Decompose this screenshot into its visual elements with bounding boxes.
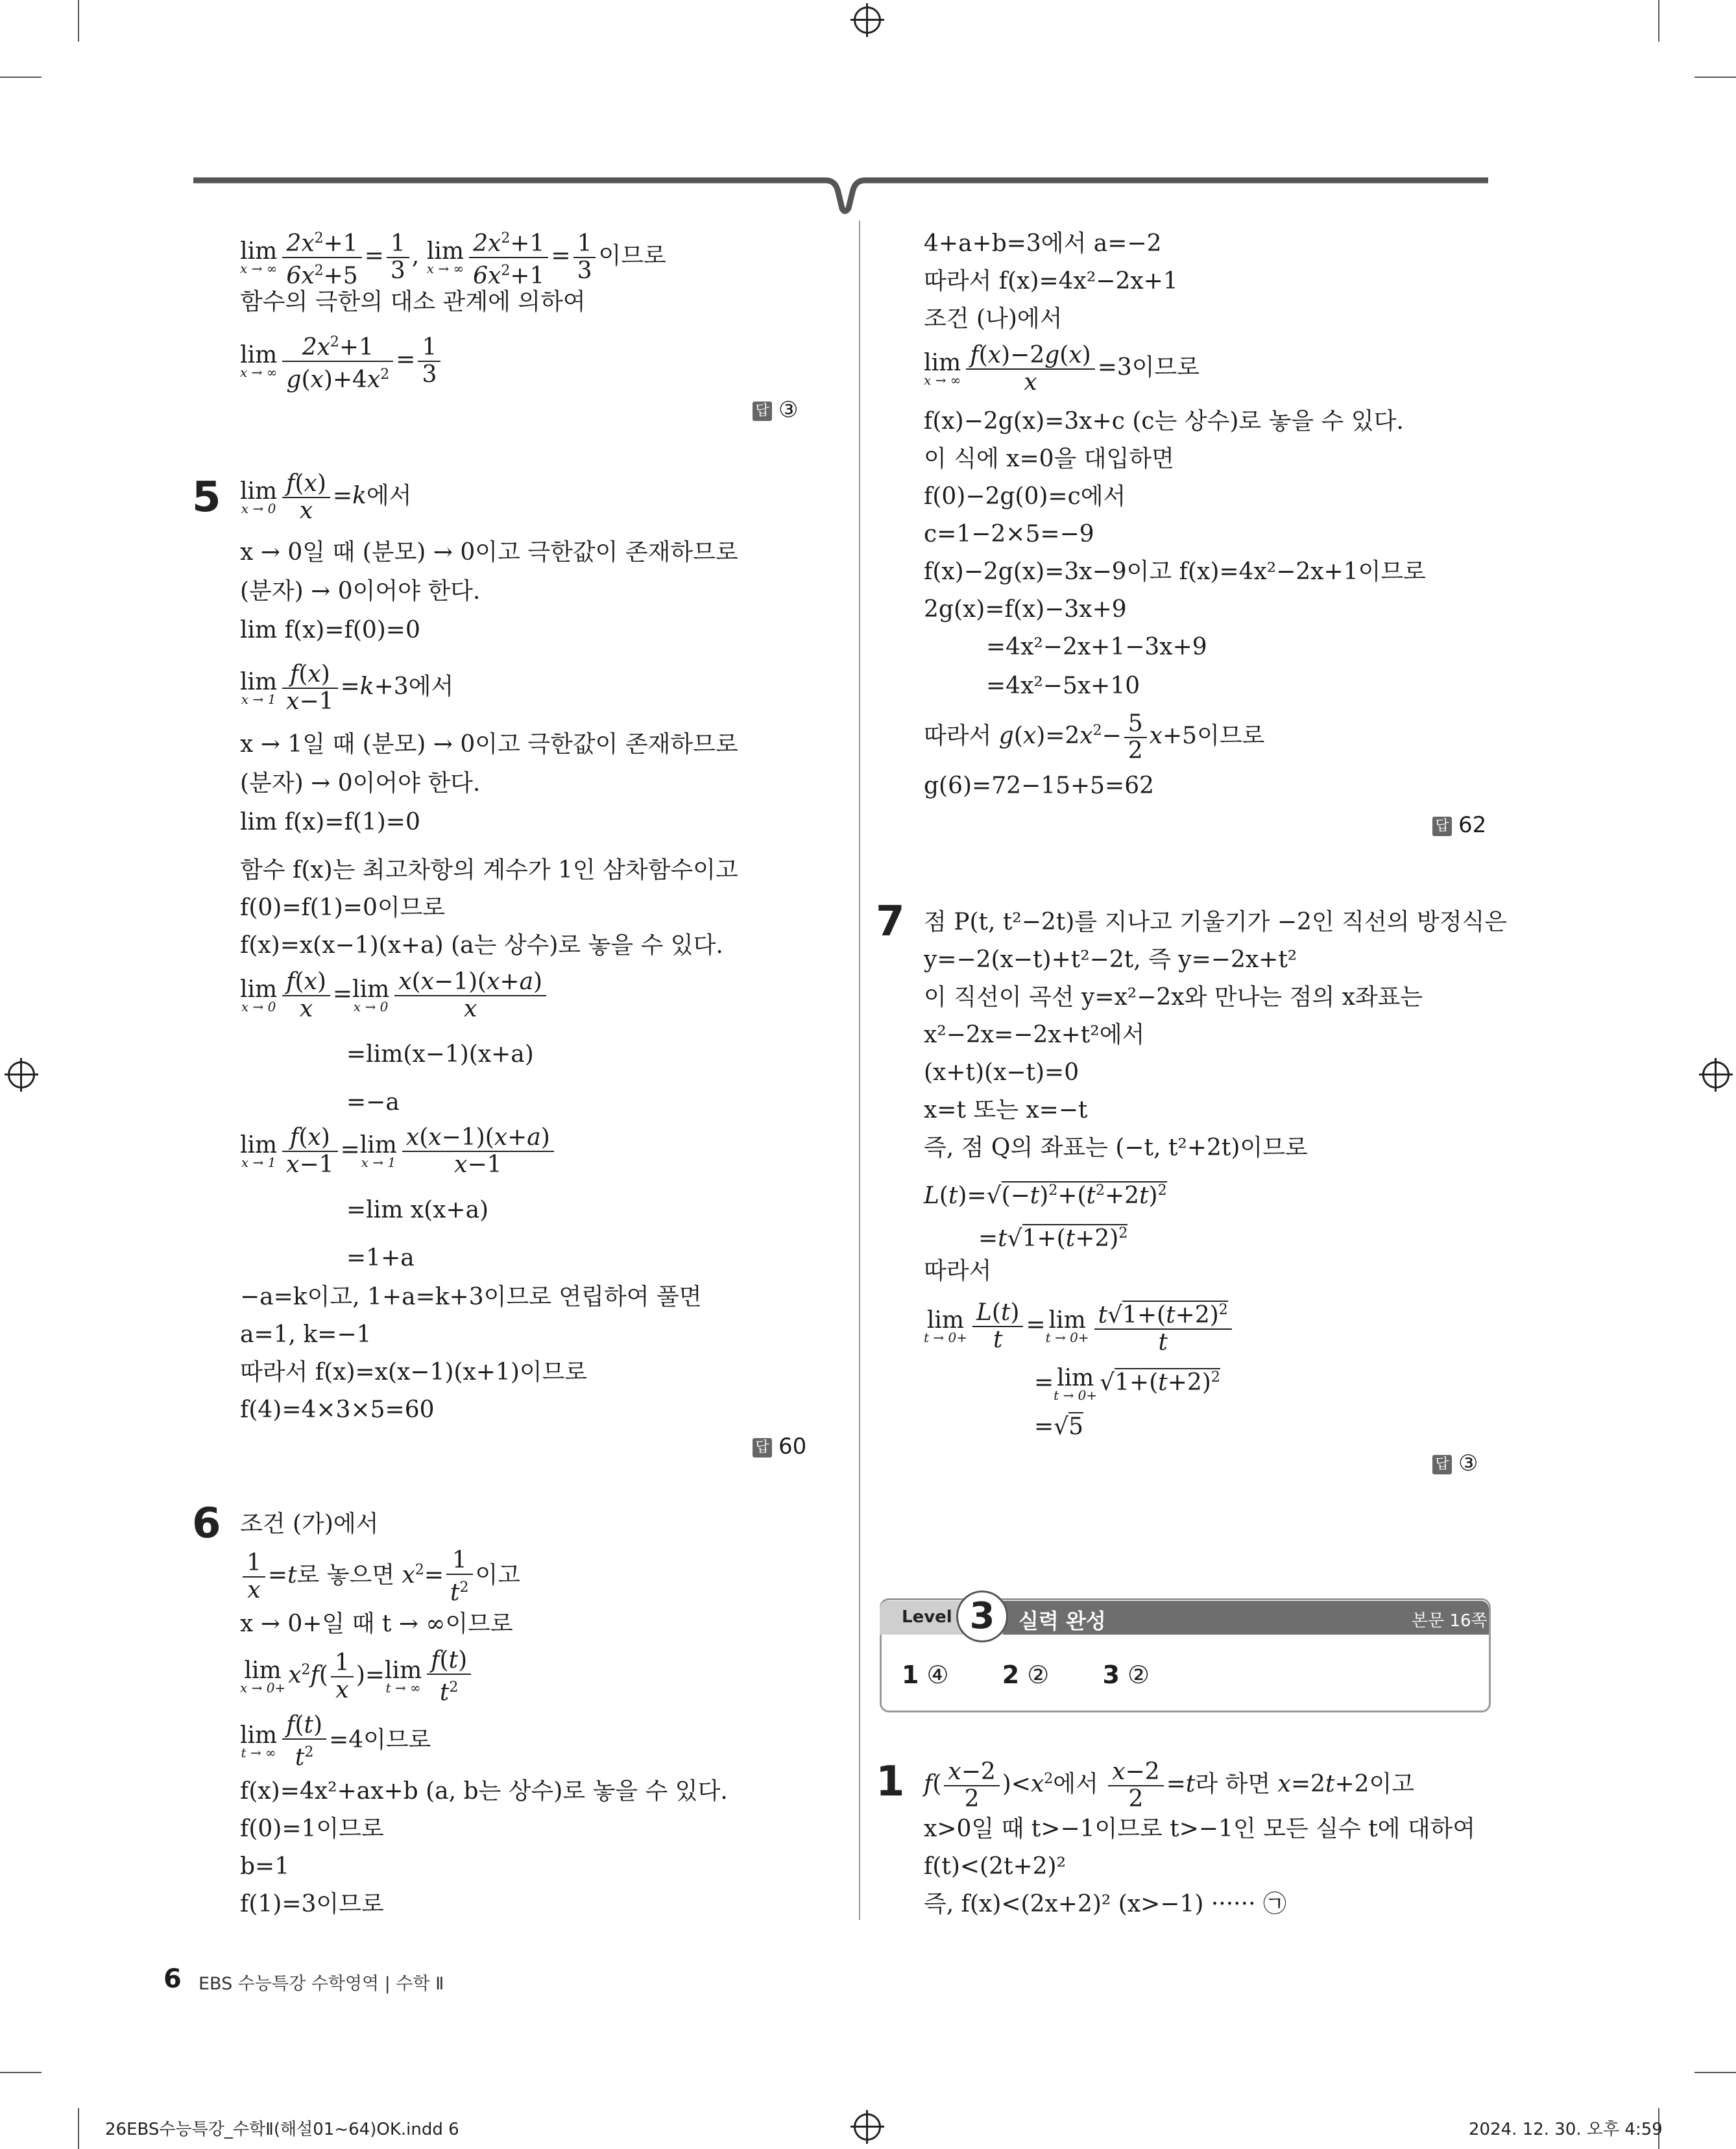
math-line: lim x → ∞ $\frac{f(x)-2g(x)}{x}$ =3이므로 xyxy=(924,342,1200,396)
text-line: b=1 xyxy=(240,1853,290,1880)
math-line: $L(t)=√(-t)^2+(t^2+2t)^2$ xyxy=(924,1183,1167,1209)
header-rule xyxy=(193,173,1488,218)
text-line: =4x²−2x+1−3x+9 xyxy=(986,634,1207,660)
text-line: y=−2(x−t)+t²−2t, 즉 y=−2x+t² xyxy=(924,946,1297,973)
text-line: (x+t)(x−t)=0 xyxy=(924,1059,1079,1086)
page-number: 6 xyxy=(163,1964,182,1994)
answer-tag: 답 ③ xyxy=(1432,1450,1478,1476)
text-line: 따라서 f(x)=4x²−2x+1 xyxy=(924,268,1178,294)
text-line: f(4)=4×3×5=60 xyxy=(240,1397,435,1423)
text-line: x → 0+일 때 t → ∞이므로 xyxy=(240,1611,513,1637)
text-line: 조건 (나)에서 xyxy=(924,306,1063,332)
text-line: f(0)−2g(0)=c에서 xyxy=(924,483,1126,510)
text-line: 함수 f(x)는 최고차항의 계수가 1인 삼차함수이고 xyxy=(240,857,738,883)
math-line: lim x → ∞ $\frac{2x^2+1}{g(x)+4x^2}$ = $\frac{1}{3}$ xyxy=(240,330,443,393)
level-answers: 1 ④ 2 ② 3 ② xyxy=(902,1661,1150,1689)
text-line: f(0)=f(1)=0이므로 xyxy=(240,894,446,921)
text-line: =lim(x−1)(x+a) xyxy=(346,1041,534,1068)
text-line: 즉, 점 Q의 좌표는 (−t, t²+2t)이므로 xyxy=(924,1135,1308,1161)
text-line: f(t)<(2t+2)² xyxy=(924,1853,1067,1880)
column-divider xyxy=(859,221,860,1920)
crop-mark xyxy=(1694,77,1736,78)
math-line: $\frac{1}{x}$ =t로 놓으면 $x^2=$ $\frac{1}{t^2}$ 이고 xyxy=(240,1548,520,1606)
math-line: $=t√1+(t+2)^2$ xyxy=(978,1225,1128,1252)
crop-mark xyxy=(1658,0,1659,42)
question-number: 6 xyxy=(192,1500,221,1548)
math-line: lim x → ∞ $\frac{2x^2+1}{6x^2+5}$ = $\frac{1}{3}$ , lim x → ∞ $\frac{2x^2+1}{6x^2+1}$ = $\frac{1}{3}$ 이므로 xyxy=(240,226,666,289)
running-footer: EBS 수능특강 수학영역 | 수학 Ⅱ xyxy=(199,1974,444,1994)
math-line: f( $\frac{x-2}{2}$ )$<x^2$에서 $\frac{x-2}{2}$ =t라 하면 x=2t+2이고 xyxy=(924,1759,1415,1812)
registration-mark-icon xyxy=(8,1061,35,1088)
level-number: 3 xyxy=(956,1591,1008,1642)
text-line: 즉, f(x)<(2x+2)² (x>−1) ······ ㉠ xyxy=(924,1891,1286,1917)
crop-mark xyxy=(0,77,42,78)
level-title: 실력 완성 xyxy=(1019,1609,1106,1633)
text-line: 따라서 f(x)=x(x−1)(x+1)이므로 xyxy=(240,1359,588,1386)
crop-mark xyxy=(78,0,79,42)
text-line: =lim x(x+a) xyxy=(346,1197,489,1223)
answer-tag: 답 62 xyxy=(1432,812,1486,838)
text-line: 함수의 극한의 대소 관계에 의하여 xyxy=(240,289,586,315)
math-line: 따라서 $g(x)=2x^2-$ $\frac{5}{2}$ x+5이므로 xyxy=(924,710,1265,764)
text-line: f(x)=x(x−1)(x+a) (a는 상수)로 놓을 수 있다. xyxy=(240,932,723,959)
text-line: =−a xyxy=(346,1089,400,1116)
text-line: f(0)=1이므로 xyxy=(240,1816,384,1842)
text-line: 점 P(t, t²−2t)를 지나고 기울기가 −2인 직선의 방정식은 xyxy=(924,909,1508,935)
text-line: a=1, k=−1 xyxy=(240,1321,372,1348)
math-line: lim x → 0 $\frac{f(x)}{x}$ =k에서 xyxy=(240,470,412,524)
text-line: x → 1일 때 (분모) → 0이고 극한값이 존재하므로 xyxy=(240,731,738,758)
text-line: f(1)=3이므로 xyxy=(240,1891,384,1917)
text-line: −a=k이고, 1+a=k+3이므로 연립하여 풀면 xyxy=(240,1284,702,1310)
registration-mark-icon xyxy=(854,6,881,34)
text-line: c=1−2×5=−9 xyxy=(924,521,1094,547)
text-line: lim f(x)=f(1)=0 xyxy=(240,809,420,835)
text-line: (분자) → 0이어야 한다. xyxy=(240,578,481,605)
answer-tag: 답 ③ xyxy=(753,397,798,423)
question-number: 1 xyxy=(876,1758,905,1806)
text-line: f(x)−2g(x)=3x−9이고 f(x)=4x²−2x+1이므로 xyxy=(924,558,1426,585)
text-line: =4x²−5x+10 xyxy=(986,673,1140,699)
text-line: x=t 또는 x=−t xyxy=(924,1097,1088,1123)
text-line: x → 0일 때 (분모) → 0이고 극한값이 존재하므로 xyxy=(240,539,738,566)
registration-mark-icon xyxy=(1702,1061,1730,1088)
slug-filename: 26EBS수능특강_수학Ⅱ(해설01~64)OK.indd 6 xyxy=(105,2120,459,2139)
text-line: g(6)=72−15+5=62 xyxy=(924,773,1155,799)
text-line: f(x)=4x²+ax+b (a, b는 상수)로 놓을 수 있다. xyxy=(240,1778,728,1805)
math-line: lim x → 1 $\frac{f(x)}{x-1}$ = lim x → 1 $\frac{x(x-1)(x+a)}{x-1}$ xyxy=(240,1125,557,1178)
crop-mark xyxy=(0,2072,42,2073)
text-line: =1+a xyxy=(346,1245,415,1271)
text-line: 이 직선이 곡선 y=x²−2x와 만나는 점의 x좌표는 xyxy=(924,984,1423,1011)
math-line: lim x → 0 $\frac{f(x)}{x}$ = lim x → 0 $\frac{x(x-1)(x+a)}{x}$ xyxy=(240,969,549,1022)
answer-tag: 답 60 xyxy=(753,1434,806,1459)
math-line: = lim t → 0+ $√1+(t+2)^2$ xyxy=(1034,1365,1220,1403)
text-line: 4+a+b=3에서 a=−2 xyxy=(924,230,1162,257)
text-line: (분자) → 0이어야 한다. xyxy=(240,770,481,797)
level-label: Level xyxy=(902,1607,952,1627)
math-line: lim x → 0+ $x^2f$( $\frac{1}{x}$ )= lim t → ∞ $\frac{f(t)}{t^2}$ xyxy=(240,1648,474,1706)
text-line: x²−2x=−2x+t²에서 xyxy=(924,1022,1145,1048)
text-line: 2g(x)=f(x)−3x+9 xyxy=(924,596,1127,623)
level-reference: 본문 16쪽 xyxy=(1412,1611,1488,1631)
text-line: lim f(x)=f(0)=0 xyxy=(240,617,420,643)
text-line: 이 식에 x=0을 대입하면 xyxy=(924,446,1174,472)
crop-mark xyxy=(1694,2072,1736,2073)
math-line: lim t → ∞ $\frac{f(t)}{t^2}$ =4이므로 xyxy=(240,1712,431,1771)
text-line: x>0일 때 t>−1이므로 t>−1인 모든 실수 t에 대하여 xyxy=(924,1816,1476,1842)
question-number: 5 xyxy=(192,474,221,522)
crop-mark xyxy=(78,2108,79,2149)
math-line: lim t → 0+ $\frac{L(t)}{t}$ = lim t → 0+ $\frac{t√1+(t+2)^2}{t}$ xyxy=(924,1297,1235,1356)
text-line: f(x)−2g(x)=3x+c (c는 상수)로 놓을 수 있다. xyxy=(924,408,1404,435)
slug-date: 2024. 12. 30. 오후 4:59 xyxy=(1469,2120,1663,2139)
math-line: lim x → 1 $\frac{f(x)}{x-1}$ =k+3에서 xyxy=(240,661,454,715)
question-number: 7 xyxy=(876,898,905,946)
text-line: 따라서 xyxy=(924,1258,992,1284)
math-line: =√5 xyxy=(1034,1413,1084,1440)
text-line: 조건 (가)에서 xyxy=(240,1511,379,1537)
registration-mark-icon xyxy=(854,2113,881,2141)
